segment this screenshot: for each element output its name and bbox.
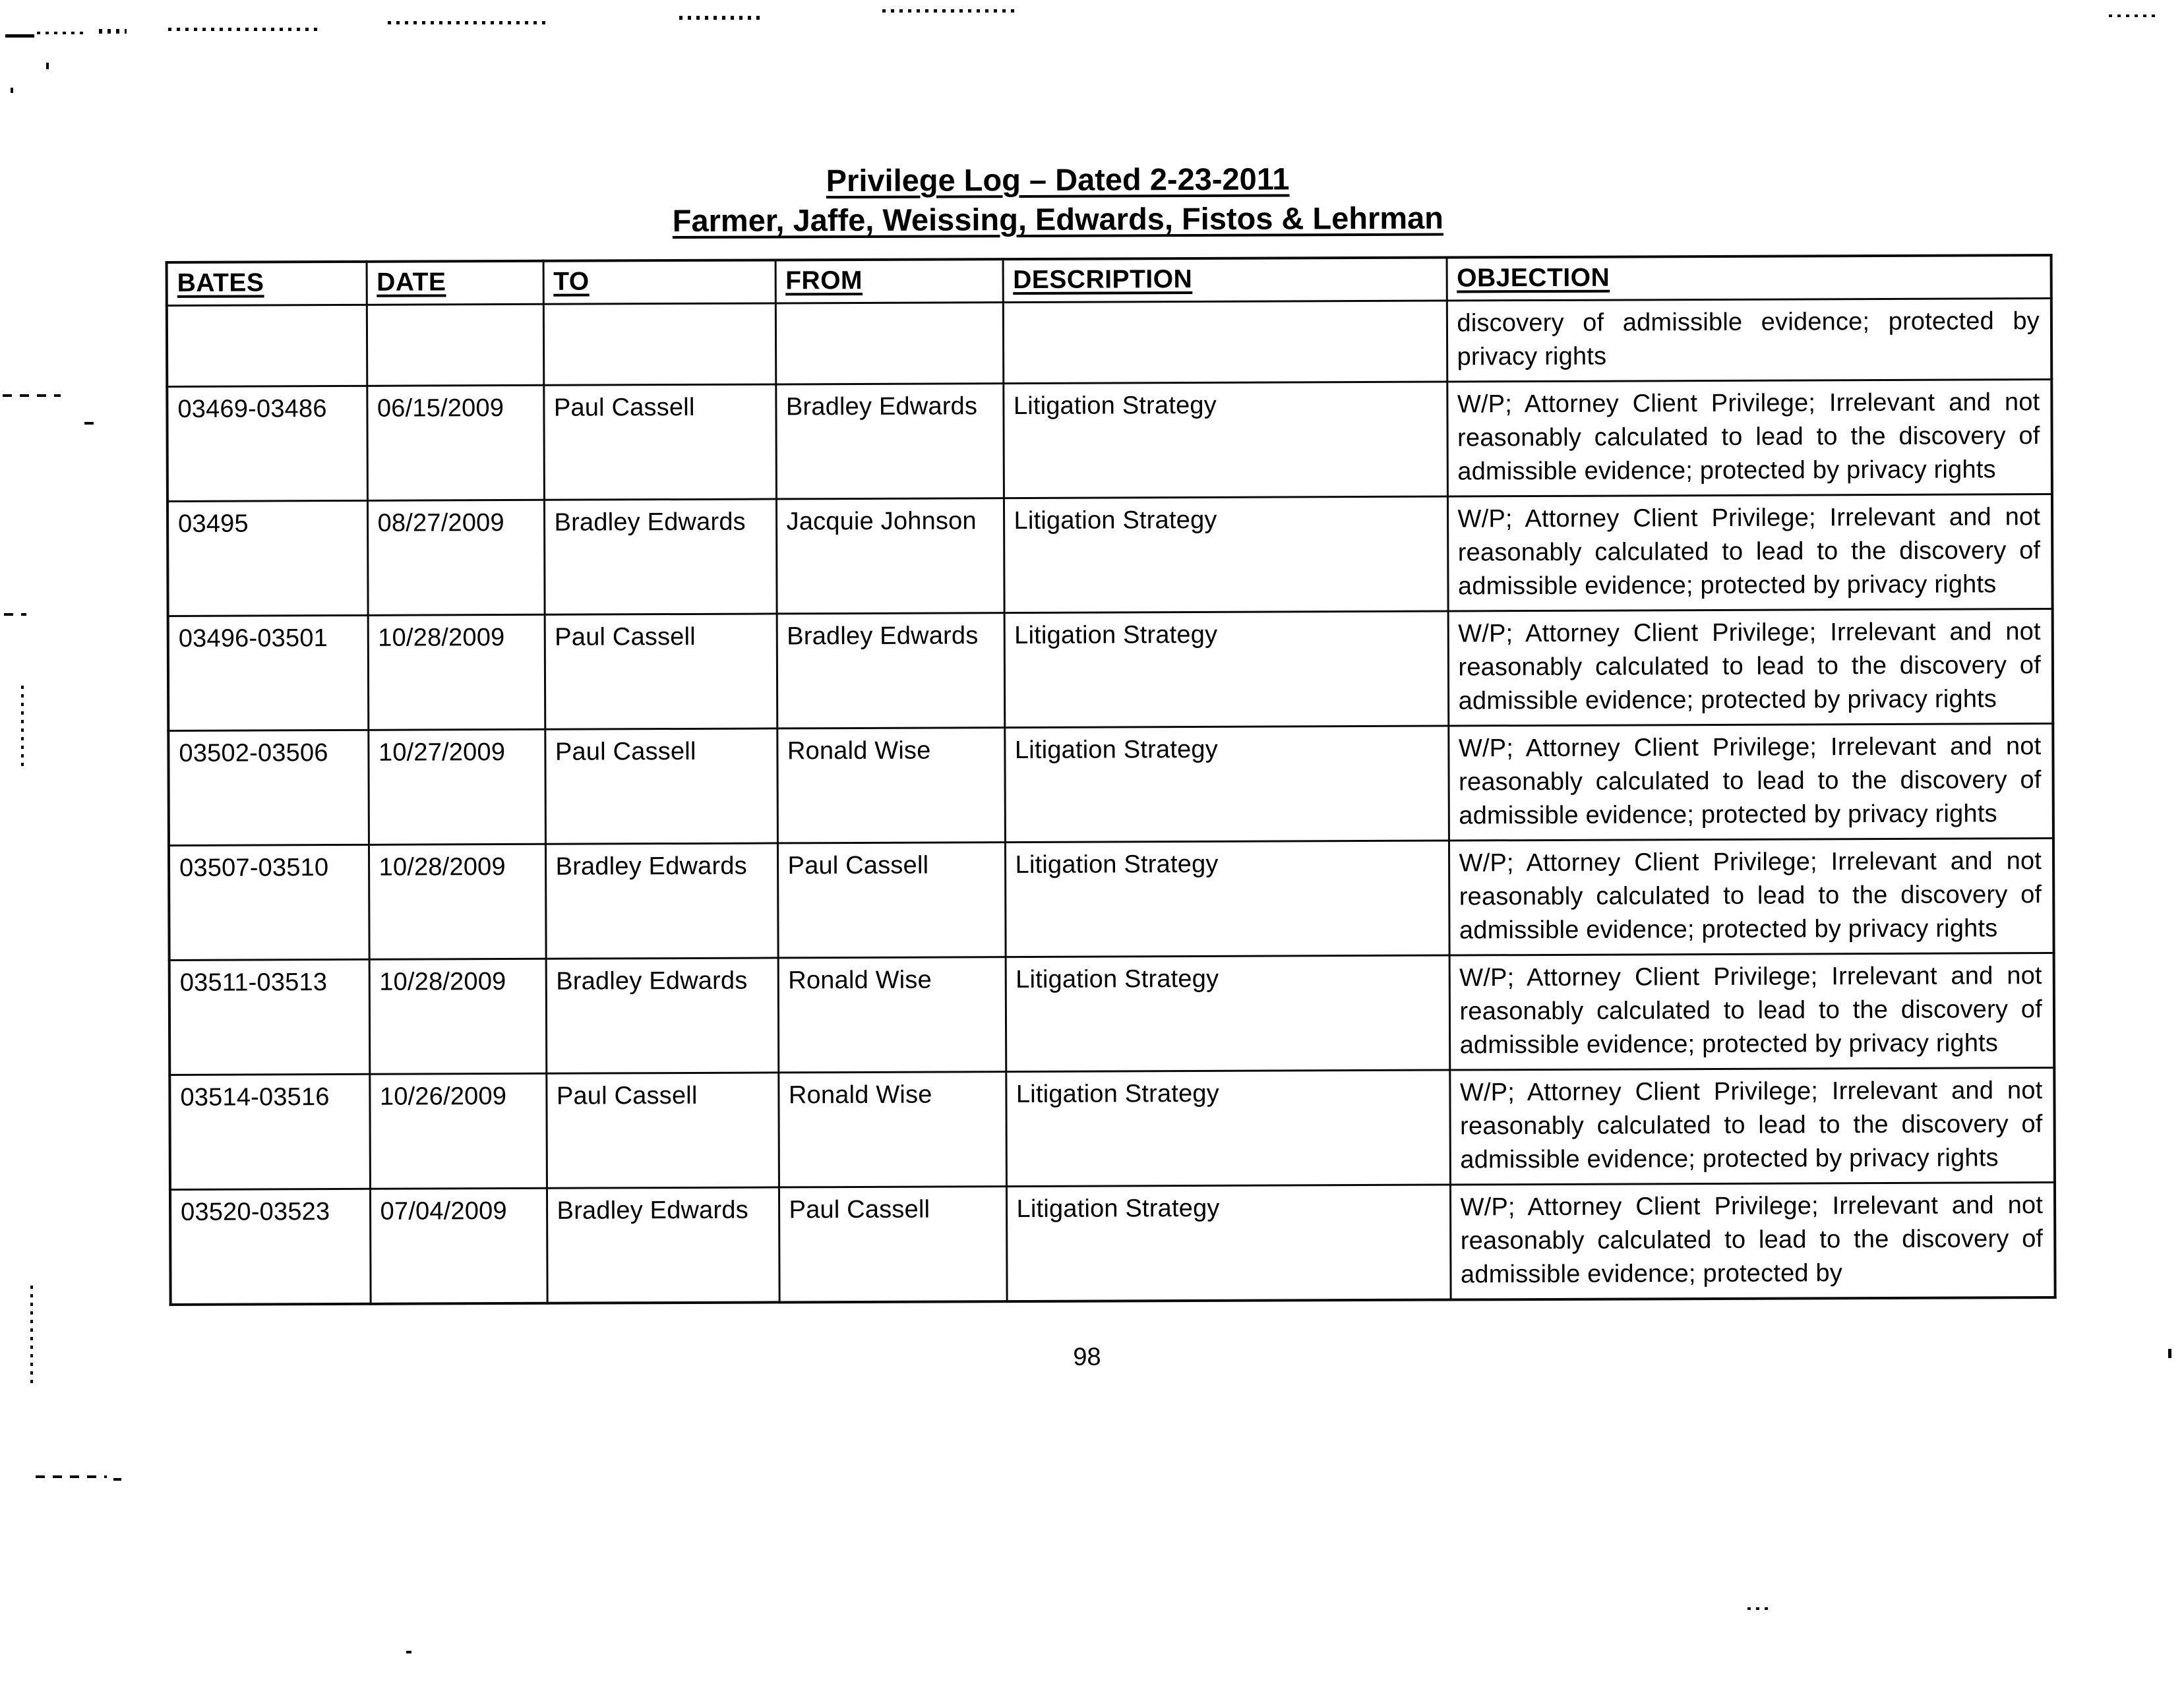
cell-to: Bradley Edwards (544, 499, 777, 614)
cell-description: Litigation Strategy (1006, 1070, 1450, 1187)
cell-objection: W/P; Attorney Client Privilege; Irrelevant and not reasonably calculated to lead to the discovery of admissible evidence; protected by privacy rights (1447, 494, 2053, 612)
cell-from: Paul Cassell (777, 843, 1006, 958)
scan-artifact (99, 29, 127, 34)
cell-to: Paul Cassell (545, 614, 777, 729)
cell-from: Paul Cassell (779, 1187, 1007, 1303)
column-header-label: FROM (785, 266, 863, 295)
cell-bates: 03495 (167, 500, 368, 616)
table-row (167, 494, 2053, 616)
scan-artifact (679, 16, 762, 20)
scan-artifact (2168, 1349, 2171, 1358)
cell-objection: W/P; Attorney Client Privilege; Irrelevant and not reasonably calculated to lead to the discovery of admissible evidence; protected by privacy rights (1447, 380, 2052, 497)
cell-description: Litigation Strategy (1006, 955, 1450, 1072)
cell-description (1003, 301, 1447, 384)
cell-bates: 03507-03510 (169, 845, 369, 960)
cell-objection: W/P; Attorney Client Privilege; Irrelevant and not reasonably calculated to lead to the discovery of admissible evidence; protected by privacy rights (1449, 953, 2055, 1071)
cell-date: 10/28/2009 (368, 614, 545, 730)
document-header (115, 156, 2000, 243)
table-row (167, 380, 2052, 502)
table-row (168, 609, 2053, 731)
cell-to: Paul Cassell (545, 728, 777, 844)
column-header-label: DATE (377, 268, 446, 297)
scan-artifact (1747, 1607, 1771, 1610)
cell-date: 06/15/2009 (367, 385, 544, 500)
column-header-date (367, 261, 543, 305)
scan-artifact (168, 28, 320, 31)
column-header-label: TO (553, 267, 590, 296)
scan-artifact (3, 394, 61, 397)
cell-from: Ronald Wise (777, 728, 1005, 843)
page-number: 98 (1073, 1343, 1101, 1371)
column-header-label: DESCRIPTION (1013, 265, 1193, 295)
table-row (169, 1068, 2055, 1190)
document-subtitle: Farmer, Jaffe, Weissing, Edwards, Fistos & Lehrman (672, 200, 1444, 239)
scan-artifact (30, 1286, 33, 1384)
cell-from: Bradley Edwards (777, 613, 1005, 728)
cell-objection: discovery of admissible evidence; protected by privacy rights (1447, 299, 2051, 382)
cell-bates: 03469-03486 (167, 386, 367, 501)
cell-objection: W/P; Attorney Client Privilege; Irrelevant and not reasonably calculated to lead to the discovery of admissible evidence; protected by privacy rights (1449, 839, 2054, 956)
cell-objection: W/P; Attorney Client Privilege; Irrelevant and not reasonably calculated to lead to the discovery of admissible evidence; protected by privacy rights (1448, 609, 2053, 727)
column-header-description (1003, 258, 1447, 303)
cell-objection: W/P; Attorney Client Privilege; Irrelevant and not reasonably calculated to lead to the discovery of admissible evidence; protected by privacy rights (1449, 1068, 2055, 1185)
cell-bates: 03496-03501 (168, 615, 369, 730)
document-title: Privilege Log – Dated 2-23-2011 (826, 161, 1290, 198)
cell-description: Litigation Strategy (1004, 496, 1448, 613)
table-row (169, 839, 2054, 961)
table-row (167, 299, 2051, 387)
cell-bates (167, 305, 367, 386)
table-header-row (167, 255, 2051, 305)
table-row (169, 953, 2055, 1075)
scan-artifact (406, 1651, 411, 1653)
cell-description: Litigation Strategy (1005, 841, 1449, 957)
column-header-label: OBJECTION (1457, 263, 1610, 293)
cell-date: 07/04/2009 (370, 1188, 547, 1304)
scan-artifact (4, 613, 26, 616)
cell-to: Bradley Edwards (547, 1187, 779, 1303)
cell-from: Ronald Wise (778, 957, 1006, 1073)
cell-objection: W/P; Attorney Client Privilege; Irrelevant and not reasonably calculated to lead to the discovery of admissible evidence; protected by (1450, 1183, 2055, 1300)
scan-artifact (113, 1478, 121, 1481)
column-header-to (543, 260, 775, 304)
cell-date: 08/27/2009 (367, 500, 545, 615)
cell-to (543, 303, 775, 385)
table-row (168, 724, 2053, 846)
scan-artifact (21, 686, 24, 771)
cell-bates: 03520-03523 (170, 1189, 371, 1305)
scan-artifact (2109, 15, 2156, 17)
scan-artifact (36, 1475, 107, 1478)
cell-bates: 03514-03516 (169, 1074, 370, 1189)
column-header-bates (167, 262, 367, 306)
cell-description: Litigation Strategy (1006, 1185, 1451, 1301)
scan-artifact (84, 422, 94, 425)
cell-bates: 03511-03513 (169, 959, 370, 1075)
cell-date (367, 304, 543, 386)
column-header-objection (1447, 255, 2051, 301)
scan-artifact (37, 32, 87, 34)
scan-artifact (882, 9, 1014, 13)
scan-artifact (5, 34, 34, 38)
cell-date: 10/28/2009 (369, 959, 547, 1074)
cell-description: Litigation Strategy (1004, 726, 1449, 843)
cell-date: 10/27/2009 (368, 729, 545, 845)
scan-artifact (46, 63, 49, 69)
cell-to: Bradley Edwards (545, 843, 778, 959)
cell-objection: W/P; Attorney Client Privilege; Irrelevant and not reasonably calculated to lead to the discovery of admissible evidence; protected by privacy rights (1448, 724, 2053, 841)
table-body (167, 299, 2055, 1305)
cell-from: Jacquie Johnson (776, 498, 1004, 614)
cell-from (775, 303, 1003, 384)
cell-description: Litigation Strategy (1003, 382, 1447, 498)
cell-to: Bradley Edwards (546, 958, 779, 1073)
cell-date: 10/26/2009 (369, 1073, 547, 1189)
scan-artifact (388, 21, 546, 24)
cell-to: Paul Cassell (546, 1073, 779, 1188)
document-content (165, 156, 2054, 1375)
cell-description: Litigation Strategy (1004, 611, 1449, 728)
cell-from: Ronald Wise (778, 1072, 1006, 1187)
column-header-label: BATES (177, 268, 264, 297)
cell-to: Paul Cassell (543, 384, 776, 500)
cell-date: 10/28/2009 (369, 844, 546, 959)
column-header-from (775, 259, 1003, 303)
scan-artifact (11, 88, 13, 93)
cell-bates: 03502-03506 (168, 730, 369, 845)
table-row (170, 1183, 2055, 1305)
cell-from: Bradley Edwards (775, 384, 1004, 499)
privilege-log-table (166, 254, 2057, 1306)
